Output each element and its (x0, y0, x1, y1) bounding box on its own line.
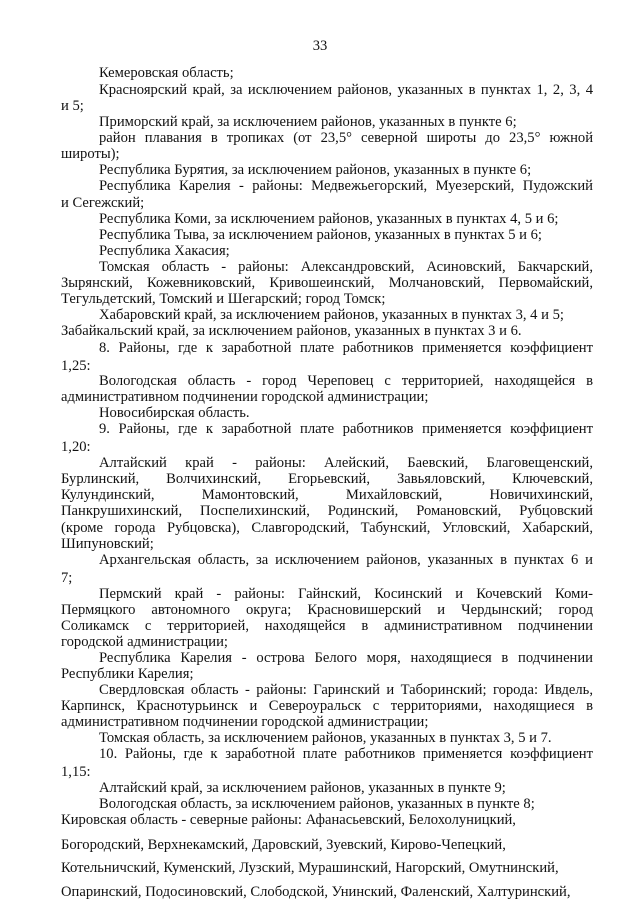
text-line: 8. Районы, где к заработной плате работников применяется коэффициент (99, 340, 593, 356)
text-line: Тегульдетский, Томский и Шегарский; город Томск; (61, 291, 386, 307)
text-line: Вологодская область - город Череповец с территорией, находящейся в (99, 373, 593, 389)
text-line: городской администрации; (61, 634, 228, 650)
text-line: Карпинск, Краснотурьинск и Североуральск с территориями, находящиеся в (61, 698, 593, 714)
text-line: Красноярский край, за исключением районов, указанных в пунктах 1, 2, 3, 4 (99, 82, 593, 98)
text-line: и 5; (61, 98, 84, 114)
text-line: Забайкальский край, за исключением районов, указанных в пунктах 3 и 6. (61, 323, 522, 339)
text-line: (кроме города Рубцовска), Славгородский, Табунский, Угловский, Хабарский, (61, 520, 593, 536)
text-line: 1,15: (61, 764, 91, 780)
text-line: Алтайский край, за исключением районов, указанных в пункте 9; (99, 780, 506, 796)
text-line: Пермский край - районы: Гайнский, Косинский и Кочевский Коми- (99, 586, 593, 602)
text-line: Республика Карелия - районы: Медвежьегорский, Муезерский, Пудожский (99, 178, 593, 194)
text-line: административном подчинении городской администрации; (61, 389, 429, 405)
text-line: Котельничский, Куменский, Лузский, Мурашинский, Нагорский, Омутнинский, (61, 860, 559, 876)
text-line: Республика Хакасия; (99, 243, 230, 259)
text-line: Республика Тыва, за исключением районов, указанных в пунктах 5 и 6; (99, 227, 542, 243)
text-line: Новосибирская область. (99, 405, 250, 421)
text-line: административном подчинении городской администрации; (61, 714, 429, 730)
text-line: Панкрушихинский, Поспелихинский, Родинский, Романовский, Рубцовский (61, 503, 593, 519)
text-line: Шипуновский; (61, 536, 154, 552)
text-line: Республика Карелия - острова Белого моря, находящиеся в подчинении (99, 650, 593, 666)
text-line: Зырянский, Кожевниковский, Кривошеинский, Молчановский, Первомайский, (61, 275, 593, 291)
text-line: Республика Бурятия, за исключением районов, указанных в пункте 6; (99, 162, 532, 178)
text-line: широты); (61, 146, 120, 162)
text-line: 9. Районы, где к заработной плате работников применяется коэффициент (99, 421, 593, 437)
text-line: Алтайский край - районы: Алейский, Баевский, Благовещенский, (99, 455, 593, 471)
text-line: 1,25: (61, 358, 91, 374)
text-line: Опаринский, Подосиновский, Слободской, Унинский, Фаленский, Халтуринский, (61, 884, 571, 900)
text-line: Пермяцкого автономного округа; Красновишерский и Чердынский; город (61, 602, 593, 618)
text-line: Кировская область - северные районы: Афанасьевский, Белохолуницкий, (61, 812, 516, 828)
text-line: Кемеровская область; (99, 65, 234, 81)
text-line: Томская область, за исключением районов, указанных в пунктах 3, 5 и 7. (99, 730, 552, 746)
text-line: Богородский, Верхнекамский, Даровский, Зуевский, Кирово-Чепецкий, (61, 837, 506, 853)
text-line: Хабаровский край, за исключением районов, указанных в пунктах 3, 4 и 5; (99, 307, 564, 323)
text-line: Республики Карелия; (61, 666, 194, 682)
text-line: Вологодская область, за исключением районов, указанных в пункте 8; (99, 796, 535, 812)
text-line: Соликамск с территорией, находящейся в административном подчинении (61, 618, 593, 634)
text-line: Кулундинский, Мамонтовский, Михайловский, Новичихинский, (61, 487, 593, 503)
text-line: Бурлинский, Волчихинский, Егорьевский, Завьяловский, Ключевский, (61, 471, 593, 487)
page-number: 33 (312, 38, 328, 54)
text-line: Приморский край, за исключением районов, указанных в пункте 6; (99, 114, 517, 130)
text-line: и Сегежский; (61, 195, 145, 211)
text-line: район плавания в тропиках (от 23,5° северной широты до 23,5° южной (99, 130, 593, 146)
text-line: 1,20: (61, 439, 91, 455)
text-line: 7; (61, 570, 73, 586)
text-line: 10. Районы, где к заработной плате работников применяется коэффициент (99, 746, 593, 762)
text-line: Республика Коми, за исключением районов, указанных в пунктах 4, 5 и 6; (99, 211, 559, 227)
text-line: Томская область - районы: Александровский, Асиновский, Бакчарский, (99, 259, 593, 275)
text-line: Архангельская область, за исключением районов, указанных в пунктах 6 и (99, 552, 593, 568)
text-line: Свердловская область - районы: Гаринский и Таборинский; города: Ивдель, (99, 682, 593, 698)
